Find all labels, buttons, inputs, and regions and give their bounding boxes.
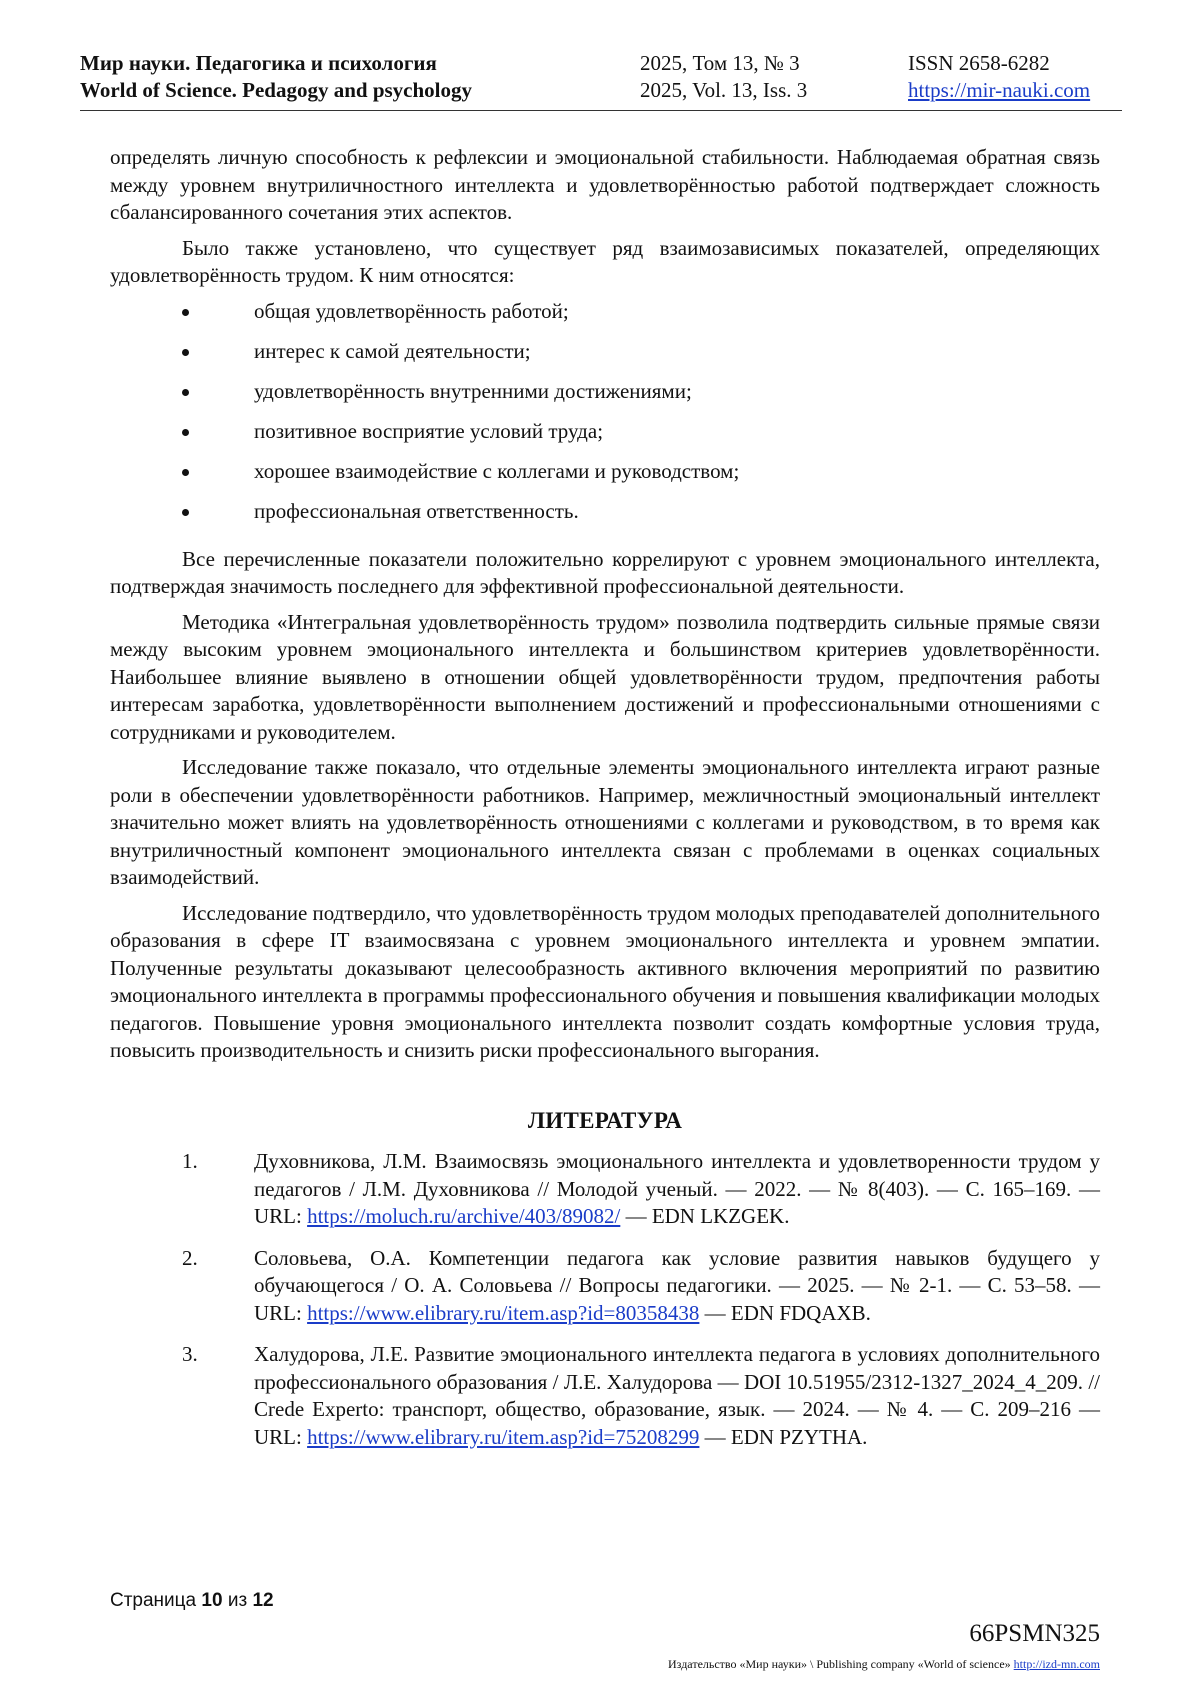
journal-title-en: World of Science. Pedagogy and psychology (80, 78, 473, 102)
page-total: 12 (252, 1590, 274, 1611)
bullet-icon (182, 309, 189, 316)
list-item (110, 458, 1100, 498)
list-item-text: удовлетворённость внутренними достижениями; (254, 378, 692, 403)
list-item-text: позитивное восприятие условий труда; (254, 418, 604, 443)
article-code: 66PSMN325 (969, 1620, 1100, 1647)
reference-link[interactable]: https://www.elibrary.ru/item.asp?id=75208299 (307, 1424, 700, 1449)
page-prefix: Страница (110, 1590, 197, 1611)
reference-number: 1. (182, 1149, 198, 1173)
running-header (80, 50, 1120, 104)
reference-item (110, 1148, 1100, 1231)
reference-number: 3. (182, 1342, 198, 1366)
page-number (110, 1590, 274, 1612)
page-current: 10 (201, 1590, 223, 1611)
reference-text: Соловьева, О.А. Компетенции педагога как условие развития навыков будущего у обучающегося / О. А. Соловьева // Вопросы педагогики. — 2025. — № 2-1. — С. 53–58. — URL: (254, 1245, 1100, 1325)
list-item-text: интерес к самой деятельности; (254, 338, 531, 363)
journal-title-ru: Мир науки. Педагогика и психология (80, 51, 437, 75)
header-row-en (80, 77, 1120, 104)
publisher-text: Издательство «Мир науки» \ Publishing company «World of science» (668, 1657, 1011, 1671)
indicator-list (110, 298, 1100, 538)
paragraph-1: определять личную способность к рефлексии и эмоциональной стабильности. Наблюдаемая обратная связь между уровнем внутриличностного интеллекта и удовлетворённостью работой подтверждает сложность сбалансированного сочетания этих аспектов. (110, 145, 1100, 224)
list-item-text: профессиональная ответственность. (254, 498, 579, 523)
journal-site-link[interactable]: https://mir-nauki.com (908, 78, 1091, 102)
page-separator: из (227, 1590, 248, 1611)
reference-text: Халудорова, Л.Е. Развитие эмоционального интеллекта педагога в условиях дополнительного профессионального образования / Л.Е. Халудорова — DOI 10.51955/2312-1327_2024_4_209. // Crede Experto: транспорт, общество, образование, язык. — 2024. — № 4. — С. 209–216 — URL: (254, 1342, 1100, 1449)
bullet-icon (182, 349, 189, 356)
reference-tail: — EDN FDQAXB. (699, 1300, 871, 1325)
reference-item (110, 1341, 1100, 1451)
issue-en: 2025, Vol. 13, Iss. 3 (640, 78, 808, 102)
list-item (110, 418, 1100, 458)
reference-tail: — EDN PZYTHA. (699, 1424, 868, 1449)
reference-text: Духовникова, Л.М. Взаимосвязь эмоционального интеллекта и удовлетворенности трудом у педагогов / Л.М. Духовникова // Молодой ученый. — 2022. — № 8(403). — С. 165–169. — URL: (254, 1149, 1100, 1228)
list-item-text: хорошее взаимодействие с коллегами и руководством; (254, 458, 740, 483)
bullet-icon (182, 389, 189, 396)
reference-link[interactable]: https://www.elibrary.ru/item.asp?id=80358438 (307, 1300, 700, 1325)
list-item (110, 298, 1100, 338)
paragraph-3: Все перечисленные показатели положительно коррелируют с уровнем эмоционального интеллекта, подтверждая значимость последнего для эффективной профессиональной деятельности. (110, 546, 1100, 598)
reference-list (110, 1148, 1100, 1451)
bullet-icon (182, 429, 189, 436)
reference-tail: — EDN LKZGEK. (620, 1204, 790, 1228)
reference-item (110, 1245, 1100, 1328)
reference-number: 2. (182, 1245, 198, 1270)
paragraph-4: Методика «Интегральная удовлетворённость трудом» позволила подтвердить сильные прямые связи между высоким уровнем эмоционального интеллекта и большинством критериев удовлетворённости. Наибольшее влияние выявлено в отношении общей удовлетворённости трудом, предпочтения работы интересам заработка, удовлетворённости выполнением достижений и профессиональными отношениями с сотрудниками и руководителем. (110, 609, 1100, 744)
list-item (110, 338, 1100, 378)
paragraph-2: Было также установлено, что существует ряд взаимозависимых показателей, определяющих удовлетворённость трудом. К ним относятся: (110, 235, 1100, 287)
header-row-ru (80, 50, 1120, 77)
list-item (110, 378, 1100, 418)
list-item-text: общая удовлетворённость работой; (254, 298, 569, 323)
article-body (110, 144, 1100, 1465)
publisher-link[interactable]: http://izd-mn.com (1013, 1657, 1100, 1671)
header-divider (80, 110, 1122, 111)
issn: ISSN 2658-6282 (908, 51, 1050, 75)
references-heading: ЛИТЕРАТУРА (527, 1107, 683, 1133)
bullet-icon (182, 509, 189, 516)
paragraph-5: Исследование также показало, что отдельные элементы эмоционального интеллекта играют разные роли в обеспечении удовлетворённости работников. Например, межличностный эмоциональный интеллект значительно может влиять на удовлетворённость отношениями с коллегами и руководством, в то время как внутриличностный компонент эмоционального интеллекта связан с проблемами в оценках социальных взаимодействий. (110, 755, 1100, 889)
bullet-icon (182, 469, 189, 476)
issue-ru: 2025, Том 13, № 3 (640, 51, 800, 75)
publisher-line (668, 1657, 1100, 1672)
reference-link[interactable]: https://moluch.ru/archive/403/89082/ (307, 1204, 621, 1228)
list-item (110, 498, 1100, 538)
paragraph-6: Исследование подтвердило, что удовлетворённость трудом молодых преподавателей дополнительного образования в сфере IT взаимосвязана с уровнем эмоционального интеллекта и уровнем эмпатии. Полученные результаты доказывают целесообразность активного включения мероприятий по развитию эмоционального интеллекта в программы профессионального обучения и повышения квалификации молодых педагогов. Повышение уровня эмоционального интеллекта позволит создать комфортные условия труда, повысить производительность и снизить риски профессионального выгорания. (110, 900, 1100, 1062)
